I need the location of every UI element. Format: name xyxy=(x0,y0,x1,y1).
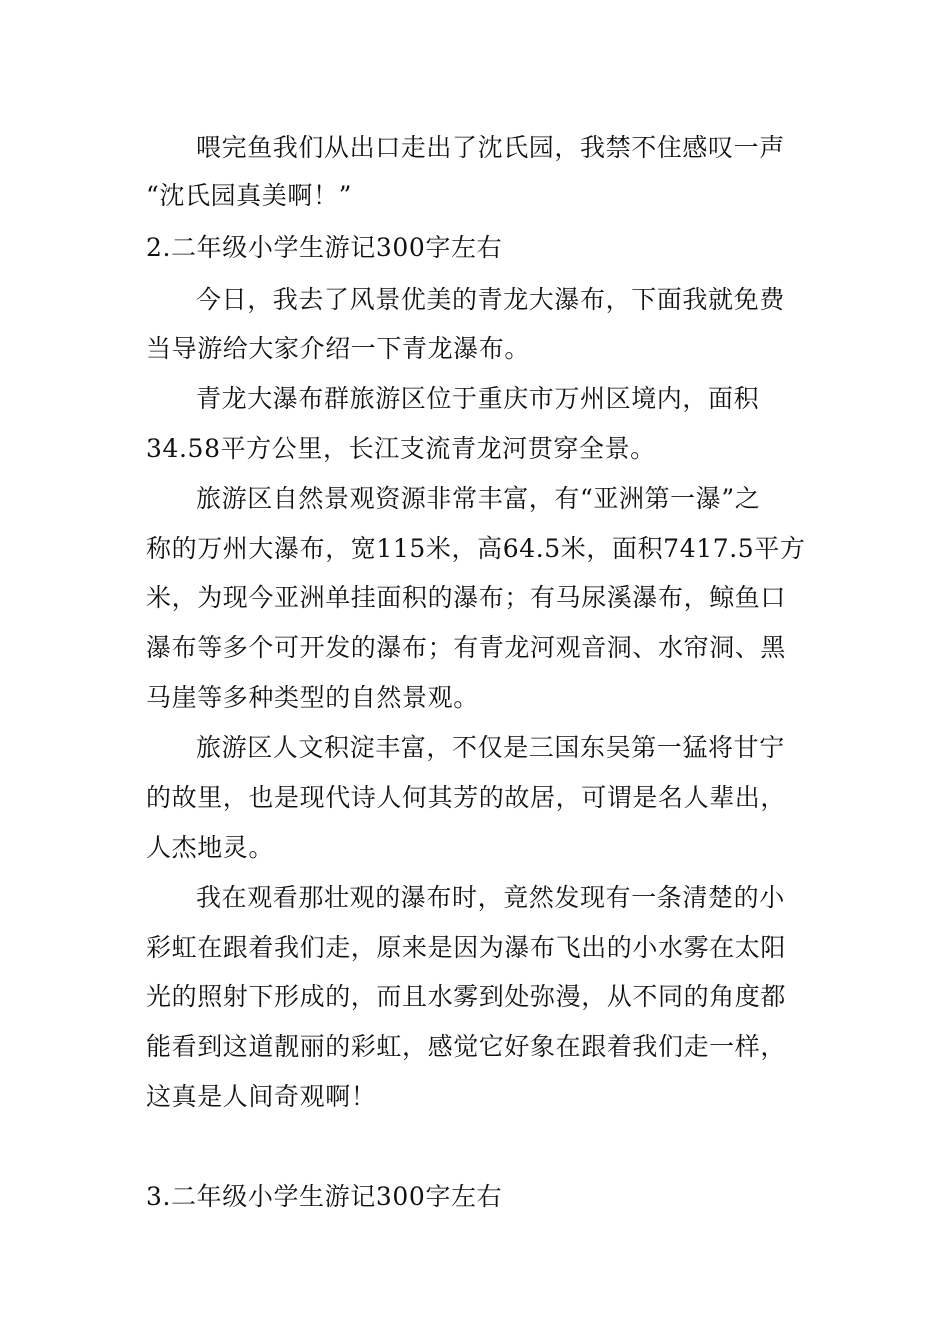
paragraph-line: 马崖等多种类型的自然景观。 xyxy=(146,683,479,712)
paragraph-line: 青龙大瀑布群旅游区位于重庆市万州区境内，面积 xyxy=(196,384,760,413)
paragraph-line: 今日，我去了风景优美的青龙大瀑布，下面我就免费 xyxy=(196,285,785,314)
paragraph-line: 当导游给大家介绍一下青龙瀑布。 xyxy=(146,334,531,363)
paragraph-line: “沈氏园真美啊！” xyxy=(146,181,352,210)
paragraph-line: 米，为现今亚洲单挂面积的瀑布；有马尿溪瀑布，鲸鱼口 xyxy=(146,583,787,612)
paragraph-line: 我在观看那壮观的瀑布时，竟然发现有一条清楚的小 xyxy=(196,883,785,912)
paragraph-line: 这真是人间奇观啊！ xyxy=(146,1082,377,1111)
paragraph-line: 彩虹在跟着我们走，原来是因为瀑布飞出的小水雾在太阳 xyxy=(146,933,787,962)
paragraph-line: 人杰地灵。 xyxy=(146,833,275,862)
paragraph-line: 光的照射下形成的，而且水雾到处弥漫，从不同的角度都 xyxy=(146,982,787,1011)
section-heading: 2.二年级小学生游记300字左右 xyxy=(146,233,503,262)
paragraph-line: 瀑布等多个可开发的瀑布；有青龙河观音洞、水帘洞、黑 xyxy=(146,633,787,662)
paragraph-line: 喂完鱼我们从出口走出了沈氏园，我禁不住感叹一声 xyxy=(196,133,785,162)
section-heading: 3.二年级小学生游记300字左右 xyxy=(146,1182,503,1211)
paragraph-line: 34.58平方公里，长江支流青龙河贯穿全景。 xyxy=(146,434,656,463)
paragraph-line: 旅游区自然景观资源非常丰富，有“亚洲第一瀑”之 xyxy=(196,484,761,513)
paragraph-line: 称的万州大瀑布，宽115米，高64.5米，面积7417.5平方 xyxy=(146,534,806,563)
paragraph-line: 能看到这道靓丽的彩虹，感觉它好象在跟着我们走一样， xyxy=(146,1032,787,1061)
paragraph-line: 的故里，也是现代诗人何其芳的故居，可谓是名人辈出， xyxy=(146,783,787,812)
paragraph-line: 旅游区人文积淀丰富，不仅是三国东吴第一猛将甘宁 xyxy=(196,733,785,762)
